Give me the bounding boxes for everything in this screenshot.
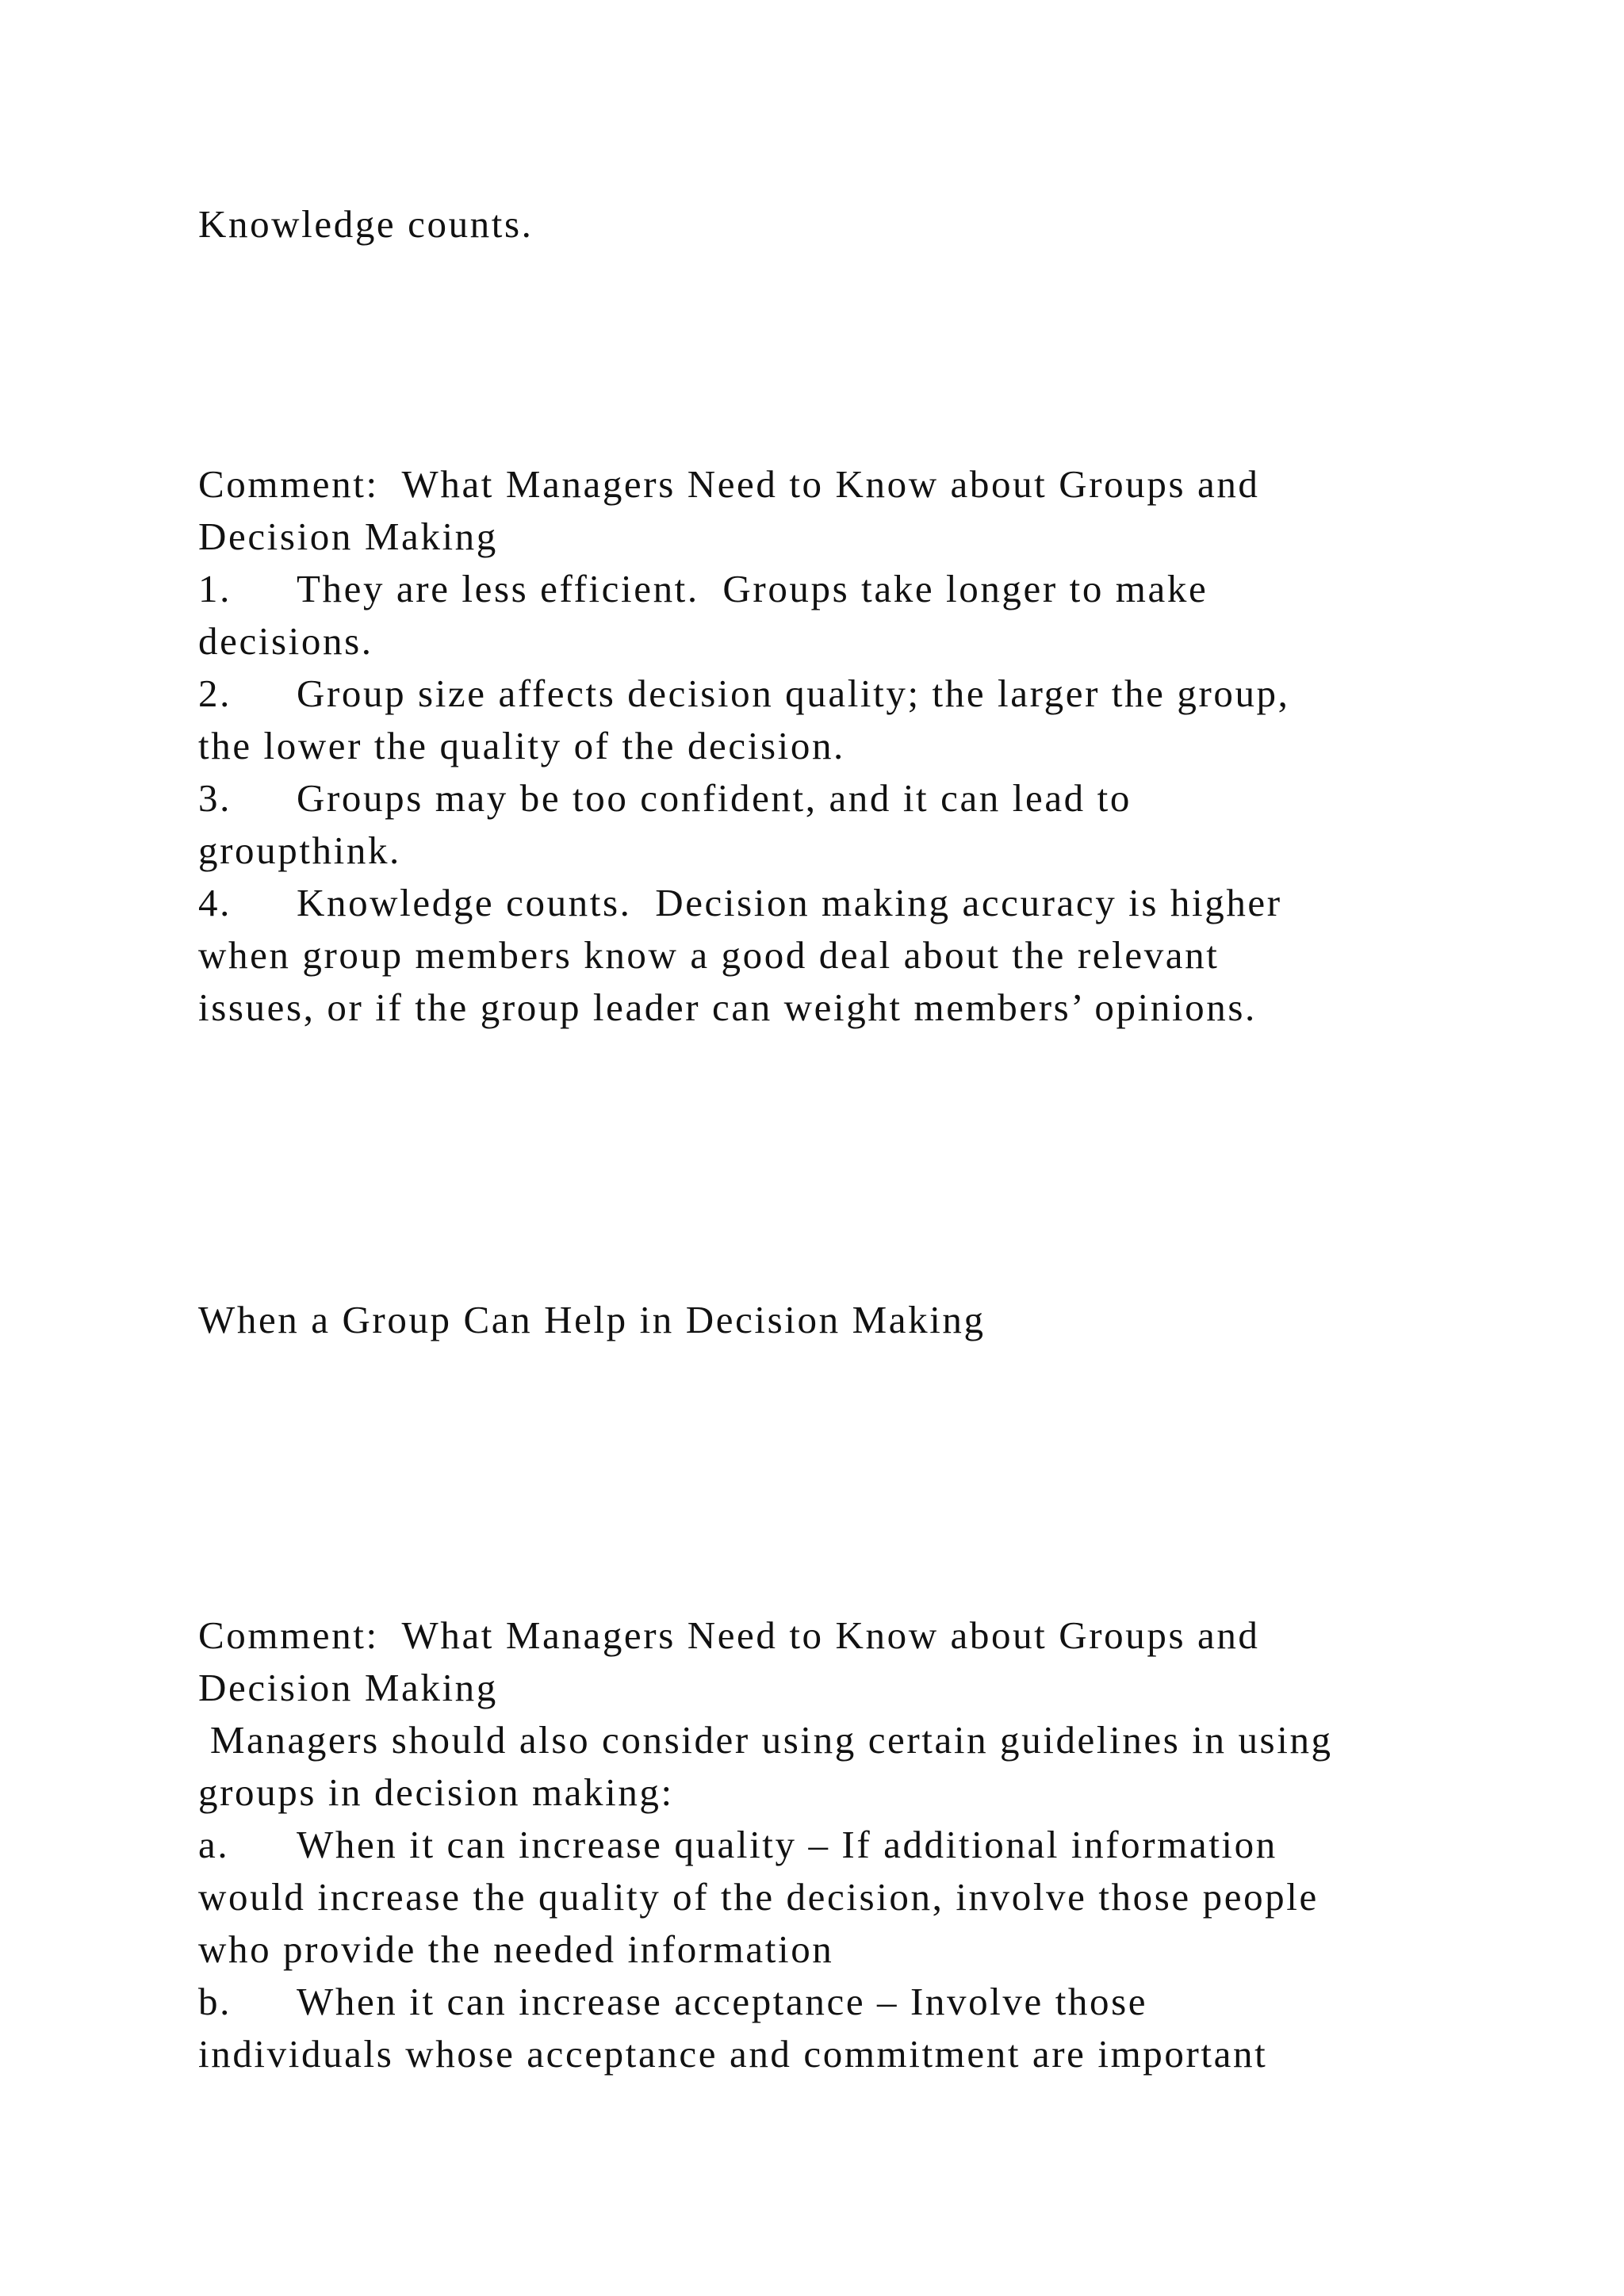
list-item-2-continuation: the lower the quality of the decision. xyxy=(198,724,845,767)
list-item-4-continuation-1: when group members know a good deal about the relevant xyxy=(198,933,1220,977)
list-item-4 xyxy=(198,877,1282,929)
list-number: 3. xyxy=(198,776,232,820)
list-number: 1. xyxy=(198,567,232,610)
section-heading: When a Group Can Help in Decision Making xyxy=(198,1298,986,1341)
list-item-a xyxy=(198,1819,1277,1871)
list-item-1 xyxy=(198,563,1208,615)
list-item-3-continuation: groupthink. xyxy=(198,828,401,872)
comment-2-intro-line-2: groups in decision making: xyxy=(198,1770,674,1814)
list-item-text: When it can increase quality – If additional information xyxy=(297,1823,1277,1866)
list-item-b xyxy=(198,1976,1147,2028)
list-item-text: Knowledge counts. Decision making accuracy is higher xyxy=(297,881,1282,924)
list-item-text: Group size affects decision quality; the larger the group, xyxy=(297,672,1290,715)
list-item-text: When it can increase acceptance – Involve those xyxy=(297,1980,1148,2023)
list-item-text: Groups may be too confident, and it can lead to xyxy=(297,776,1132,820)
list-letter: b. xyxy=(198,1980,232,2023)
list-item-1-continuation: decisions. xyxy=(198,619,373,663)
list-item-a-continuation-1: would increase the quality of the decision, involve those people xyxy=(198,1875,1319,1919)
list-item-4-continuation-2: issues, or if the group leader can weight members’ opinions. xyxy=(198,985,1257,1029)
list-item-b-continuation: individuals whose acceptance and commitment are important xyxy=(198,2032,1268,2076)
comment-1-heading-line-2: Decision Making xyxy=(198,515,498,558)
comment-2-intro-line-1: Managers should also consider using certain guidelines in using xyxy=(198,1718,1333,1762)
list-number: 4. xyxy=(198,881,232,924)
comment-2-heading-line-1: Comment: What Managers Need to Know about Groups and xyxy=(198,1613,1260,1657)
comment-1-heading-line-1: Comment: What Managers Need to Know about Groups and xyxy=(198,462,1260,506)
list-item-2 xyxy=(198,668,1290,720)
comment-2-heading-line-2: Decision Making xyxy=(198,1666,498,1709)
list-number: 2. xyxy=(198,672,232,715)
list-item-text: They are less efficient. Groups take longer to make xyxy=(297,567,1208,610)
paragraph-knowledge-counts: Knowledge counts. xyxy=(198,202,534,246)
list-letter: a. xyxy=(198,1823,230,1866)
list-item-3 xyxy=(198,772,1132,825)
list-item-a-continuation-2: who provide the needed information xyxy=(198,1927,834,1971)
